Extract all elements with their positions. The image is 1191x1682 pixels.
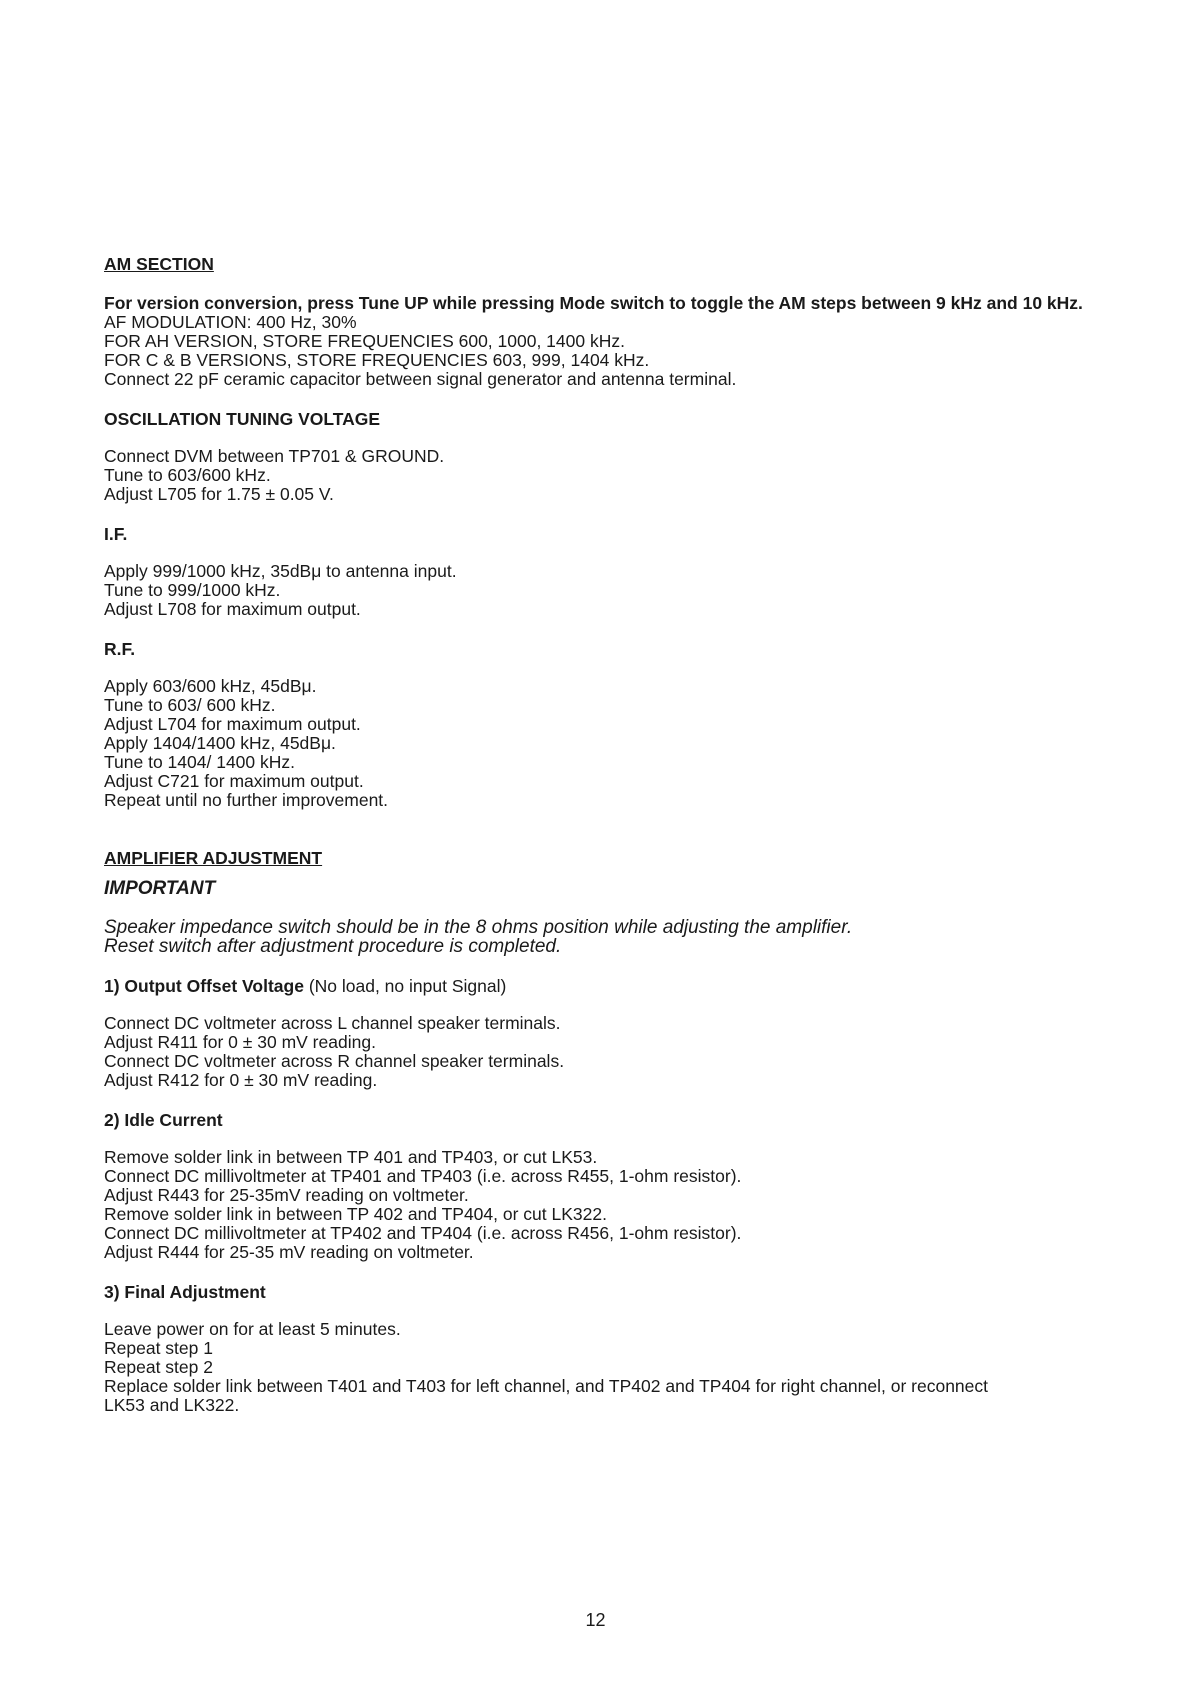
rf-line: Tune to 1404/ 1400 kHz. xyxy=(104,752,296,772)
am-intro-lines xyxy=(104,313,1124,389)
am-line: FOR C & B VERSIONS, STORE FREQUENCIES 603, 999, 1404 kHz. xyxy=(104,350,650,370)
step1-note: (No load, no input Signal) xyxy=(303,976,507,996)
osc-line: Tune to 603/600 kHz. xyxy=(104,465,271,485)
step2-heading: 2) Idle Current xyxy=(104,1110,223,1130)
step3-line: LK53 and LK322. xyxy=(104,1395,240,1415)
step1-heading xyxy=(104,976,1124,996)
osc-line: Adjust L705 for 1.75 ± 0.05 V. xyxy=(104,484,334,504)
step3-lines xyxy=(104,1320,1124,1415)
am-intro xyxy=(104,294,1124,313)
important-line: Reset switch after adjustment procedure is completed. xyxy=(104,936,562,957)
amplifier-title: AMPLIFIER ADJUSTMENT xyxy=(104,848,323,868)
rf-line: Apply 1404/1400 kHz, 45dBμ. xyxy=(104,733,336,753)
if-lines xyxy=(104,562,1124,619)
important-lines xyxy=(104,918,1124,956)
step1-lines xyxy=(104,1014,1124,1090)
page-number: 12 xyxy=(585,1610,606,1630)
if-line: Apply 999/1000 kHz, 35dBμ to antenna input. xyxy=(104,561,457,581)
rf-line: Tune to 603/ 600 kHz. xyxy=(104,695,276,715)
rf-lines xyxy=(104,677,1124,810)
important-line: Speaker impedance switch should be in the 8 ohms position while adjusting the amplifier. xyxy=(104,917,853,938)
am-section-title: AM SECTION xyxy=(104,254,214,274)
am-line: AF MODULATION: 400 Hz, 30% xyxy=(104,312,357,332)
osc-heading: OSCILLATION TUNING VOLTAGE xyxy=(104,409,381,429)
rf-line: Adjust C721 for maximum output. xyxy=(104,771,364,791)
step1-line: Connect DC voltmeter across L channel speaker terminals. xyxy=(104,1013,561,1033)
step2-line: Remove solder link in between TP 402 and TP404, or cut LK322. xyxy=(104,1204,607,1224)
rf-line: Apply 603/600 kHz, 45dBμ. xyxy=(104,676,317,696)
step2-line: Adjust R443 for 25-35mV reading on voltmeter. xyxy=(104,1185,469,1205)
step1-line: Adjust R412 for 0 ± 30 mV reading. xyxy=(104,1070,378,1090)
if-line: Adjust L708 for maximum output. xyxy=(104,599,361,619)
step2-line: Remove solder link in between TP 401 and TP403, or cut LK53. xyxy=(104,1147,598,1167)
step2-line: Connect DC millivoltmeter at TP401 and TP403 (i.e. across R455, 1-ohm resistor). xyxy=(104,1166,742,1186)
step1-line: Adjust R411 for 0 ± 30 mV reading. xyxy=(104,1032,376,1052)
step3-line: Replace solder link between T401 and T403 for left channel, and TP402 and TP404 for right channel, or reconnect xyxy=(104,1376,989,1396)
if-line: Tune to 999/1000 kHz. xyxy=(104,580,281,600)
document-page xyxy=(104,254,1124,1415)
rf-line: Adjust L704 for maximum output. xyxy=(104,714,361,734)
osc-lines xyxy=(104,447,1124,504)
rf-line: Repeat until no further improvement. xyxy=(104,790,389,810)
step3-line: Repeat step 1 xyxy=(104,1338,213,1358)
osc-line: Connect DVM between TP701 & GROUND. xyxy=(104,446,445,466)
important-label: IMPORTANT xyxy=(104,878,216,899)
step1-title: 1) Output Offset Voltage xyxy=(104,976,304,996)
step3-heading: 3) Final Adjustment xyxy=(104,1282,266,1302)
am-line: FOR AH VERSION, STORE FREQUENCIES 600, 1000, 1400 kHz. xyxy=(104,331,625,351)
step2-line: Adjust R444 for 25-35 mV reading on voltmeter. xyxy=(104,1242,474,1262)
step3-line: Repeat step 2 xyxy=(104,1357,213,1377)
am-intro-bold: For version conversion, press Tune UP while pressing Mode switch to toggle the AM steps between 9 kHz and 10 kHz. xyxy=(104,293,1083,313)
if-heading: I.F. xyxy=(104,524,128,544)
step2-lines xyxy=(104,1148,1124,1262)
step2-line: Connect DC millivoltmeter at TP402 and TP404 (i.e. across R456, 1-ohm resistor). xyxy=(104,1223,742,1243)
step1-line: Connect DC voltmeter across R channel speaker terminals. xyxy=(104,1051,565,1071)
am-line: Connect 22 pF ceramic capacitor between signal generator and antenna terminal. xyxy=(104,369,737,389)
step3-line: Leave power on for at least 5 minutes. xyxy=(104,1319,401,1339)
rf-heading: R.F. xyxy=(104,639,136,659)
